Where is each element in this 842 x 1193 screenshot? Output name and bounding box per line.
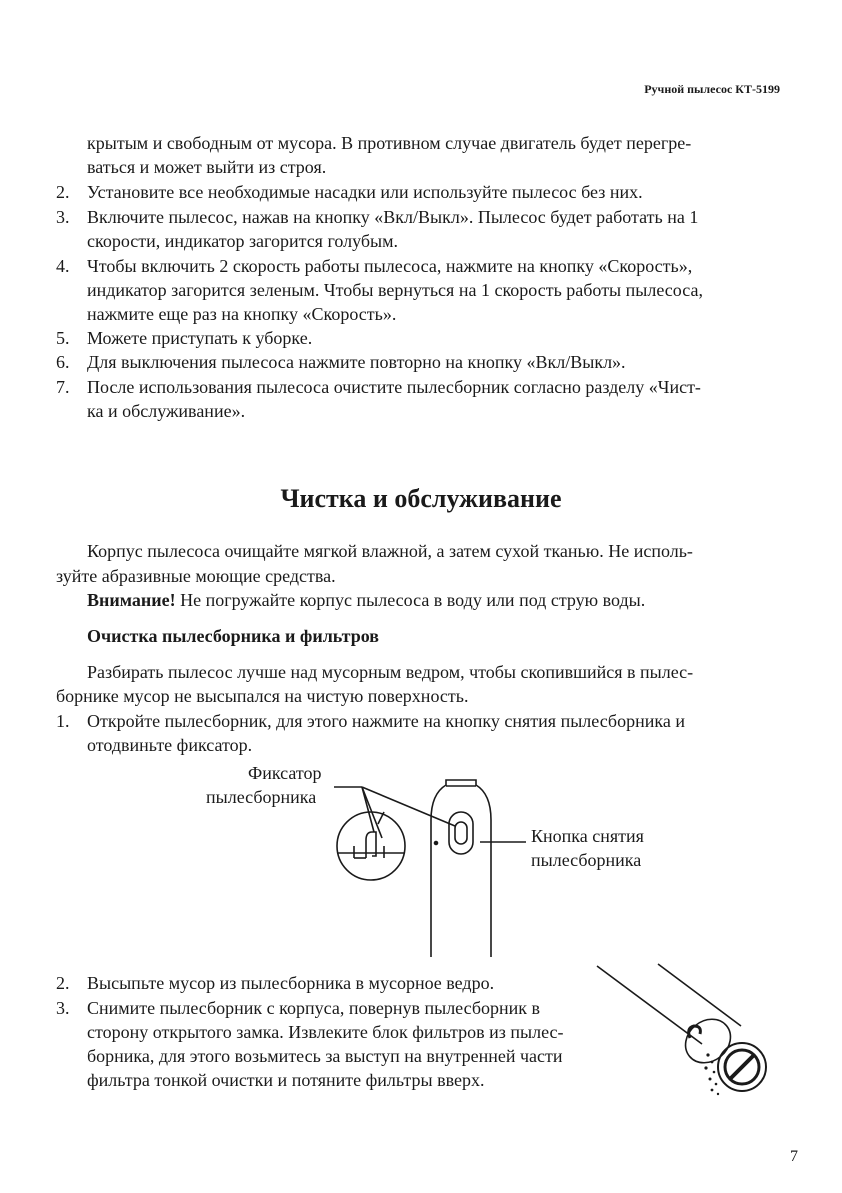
step-number: 3. (56, 998, 70, 1018)
step-number: 1. (56, 711, 70, 731)
list-continuation-line: ваться и может выйти из строя. (87, 157, 327, 177)
paragraph-line: зуйте абразивные моющие средства. (56, 566, 336, 586)
list-item-line: Чтобы включить 2 скорость работы пылесоса, нажмите на кнопку «Скорость», (87, 256, 693, 276)
step-line: борника, для этого возьмитесь за выступ на внутренней части (87, 1046, 563, 1066)
figure-label-latch: Фиксатор (248, 763, 322, 783)
list-item-line: нажмите еще раз на кнопку «Скорость». (87, 304, 397, 324)
list-item-line: Включите пылесос, нажав на кнопку «Вкл/Выкл». Пылесос будет работать на 1 (87, 207, 699, 227)
page-number: 7 (790, 1148, 798, 1165)
step-line: Высыпьте мусор из пылесборника в мусорное ведро. (87, 973, 495, 993)
list-item-number: 3. (56, 207, 70, 227)
paragraph-line: Корпус пылесоса очищайте мягкой влажной, а затем сухой тканью. Не исполь- (87, 541, 693, 561)
list-item-line: скорости, индикатор загорится голубым. (87, 231, 399, 251)
step-line: Откройте пылесборник, для этого нажмите на кнопку снятия пылесборника и (87, 711, 685, 731)
warning-label: Внимание! (87, 590, 176, 610)
list-item-line: ка и обслуживание». (87, 401, 246, 421)
list-item-line: Можете приступать к уборке. (87, 328, 313, 348)
step-number: 2. (56, 973, 70, 993)
list-item-line: индикатор загорится зеленым. Чтобы вернуться на 1 скорость работы пылесоса, (87, 280, 703, 300)
list-item-number: 6. (56, 352, 70, 372)
list-continuation-line: крытым и свободным от мусора. В противном случае двигатель будет перегре- (87, 133, 692, 153)
figure-label-button: пылесборника (531, 850, 642, 870)
paragraph-line: борнике мусор не высыпался на чистую поверхность. (56, 686, 469, 706)
header-title: Ручной пылесос КТ-5199 (644, 82, 780, 96)
step-line: сторону открытого замка. Извлеките блок фильтров из пылес- (87, 1022, 564, 1042)
section-title: Чистка и обслуживание (280, 484, 562, 513)
step-line: фильтра тонкой очистки и потяните фильтры вверх. (87, 1070, 485, 1090)
step-line: Снимите пылесборник с корпуса, повернув пылесборник в (87, 998, 540, 1018)
list-item-number: 4. (56, 256, 70, 276)
list-item-line: После использования пылесоса очистите пылесборник согласно разделу «Чист- (87, 377, 701, 397)
step-line: отодвиньте фиксатор. (87, 735, 253, 755)
figure-label-latch: пылесборника (206, 787, 317, 807)
subheading: Очистка пылесборника и фильтров (87, 626, 379, 646)
list-item-line: Для выключения пылесоса нажмите повторно на кнопку «Вкл/Выкл». (87, 352, 626, 372)
paragraph-line: Разбирать пылесос лучше над мусорным ведром, чтобы скопившийся в пылес- (87, 662, 694, 682)
warning-text: Не погружайте корпус пылесоса в воду или под струю воды. (175, 590, 646, 610)
figure-label-button: Кнопка снятия (531, 826, 644, 846)
list-item-number: 7. (56, 377, 70, 397)
list-item-number: 5. (56, 328, 70, 348)
list-item-number: 2. (56, 182, 70, 202)
list-item-line: Установите все необходимые насадки или используйте пылесос без них. (87, 182, 643, 202)
